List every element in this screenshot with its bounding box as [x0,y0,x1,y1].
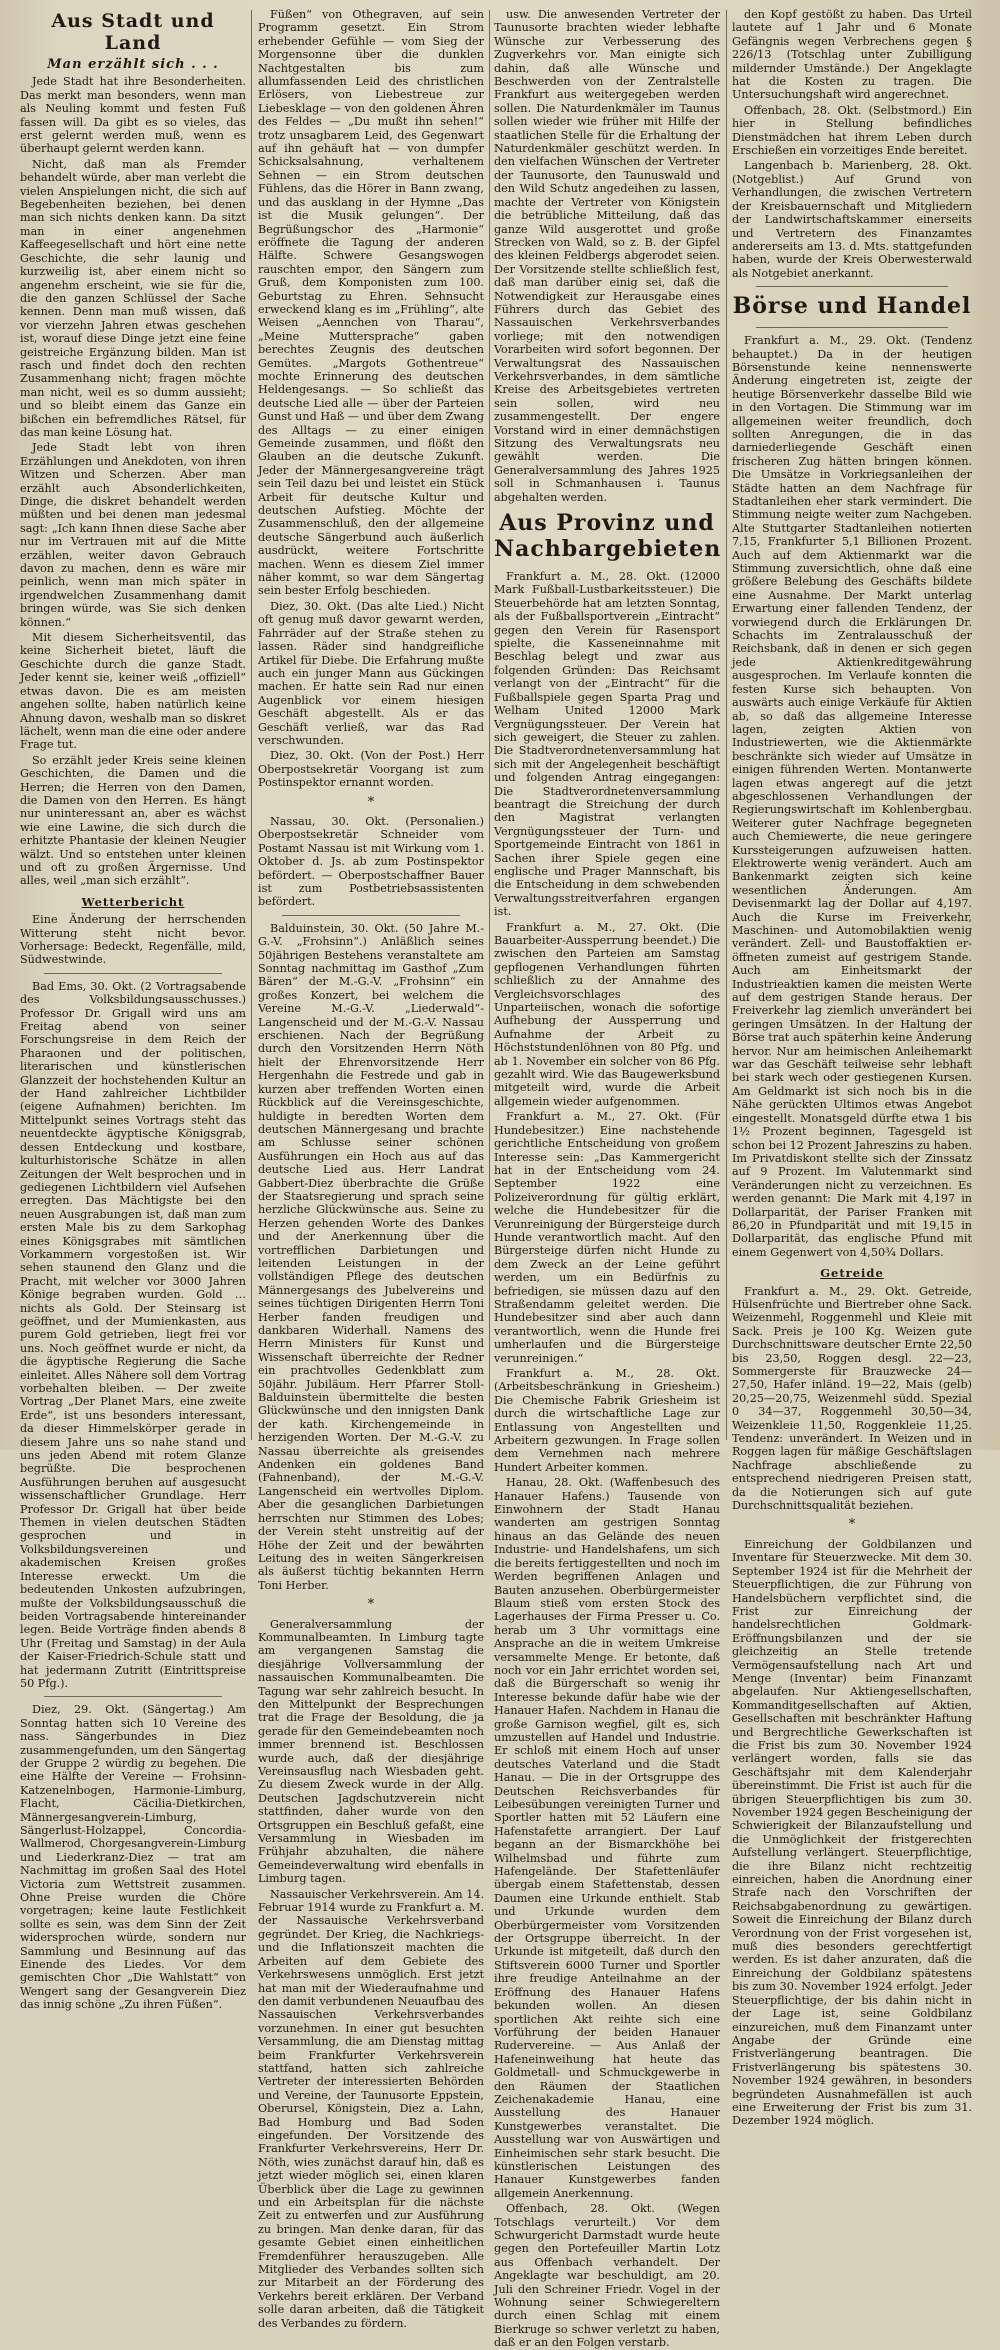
news-item: Offenbach, 28. Okt. (Wegen Totschlags verurteilt.) Vor dem Schwurgericht Darmstadt wurde heute gegen den Portefeuiller Martin Lotz aus Offenbach verhandelt. Der Angeklagte war beschuldigt, am 20. Juli den Schreiner Friedr. Vogel in der Wohnung seiner Schwiegereltern durch einen Schlag mit einem Bierkruge so schwer verletzt zu haben, daß er an den Folgen verstarb. [494,2202,720,2350]
news-item: Nassau, 30. Okt. (Personalien.) Oberpostsekretär Schneider vom Postamt Nassau ist mit Wirkung vom 1. Oktober d. Js. ab zum Postinspektor befördert. — Oberpostschaffner Bauer ist zum Postbetriebsassistenten befördert. [258,814,484,909]
news-item: Offenbach, 28. Okt. (Selbstmord.) Ein hier in Stellung befindliches Dienstmädchen hat ihrem Leben durch Erschießen ein vorzeitiges Ende bereitet. [732,103,972,158]
divider [282,915,460,916]
news-item: Frankfurt a. M., 29. Okt. Getreide, Hülsenfrüchte und Biertreber ohne Sack. Weizenmehl, Roggenmehl und Kleie mit Sack. Preis je 100 Kg. Weizen gute Durchschnittsware deutscher Ernte 22,50 bis 23,50, Roggen desgl. 22—23, Sommergerste für Brauzwecke 24—27,50, Hafer inländ. 19—22, Mais (gelb) 20,25—20,75, Weizenmehl südd. Spezial 0 34—37, Roggenmehl 30,50—34, Weizenkleie 11,50, Roggenkleie 11,25. Tendenz: unverändert. In Weizen und in Roggen lagen für mäßige Geschäftslagen Nachfrage abschließende zu entsprechend niedrigeren Preisen statt, da die Notierungen sich auf gute Durchschnittsqualität beziehen. [732,1284,972,1513]
news-item: Füßen“ von Othegraven, auf sein Programm gesetzt. Ein Strom erhebender Gefühle — vom Sieg der Morgensonne über die dunklen Nachtgestalten bis zum allumfassenden Leid des christlichen Erlösers, von Liebestreue zur Liebesklage — von den goldenen Ähren des Feldes — „Du mußt ihn sehen!“ trotz unsagbarem Leid, des Gegenwart auf ihn gehäuft hat — von dumpfer Schicksalsahnung, verhaltenem Sehnen — ein Strom deutschen Fühlens, das die Hörer in Bann zwang, und das ausklang in der Hymne „Das ist die Musik gelungen“. Der Begrüßungschor des „Harmonie“ eröffnete die Tagung der anderen Hälfte. Schwere Gesangswogen rauschten empor, den Sängern zum Gruß, dem Komponisten zum 100. Geburtstag zu Ehren. Sehnsucht erweckend klang es im „Frühling“, alte Weisen „Aennchen von Tharau“, „Meine Muttersprache“ gaben berechtes Zeugnis des deutschen Gemütes. „Margots Gothentreue“ mochte Erinnerung des deutschen Heldengesangs. — So schließt das deutsche Lied alle — über der Parteien Gunst und Haß — und über dem Zwang des Alltags — zu einer einigen Gemeinde zusammen, und flößt den Glauben an die deutsche Zukunft. Jeder der Männergesangvereine trägt sein Teil dazu bei und leistet ein Stück Arbeit für deutsche Kultur und deutschen Aufstieg. Möchte der Zusammenschluß, den der allgemeine deutsche Sängerbund auch äußerlich ausdrückt, weitere Fortschritte machen. Wenn es diesem Ziel immer näher kommt, so war dem Sängertag sein bester Erfolg beschieden. [258,8,484,598]
column-rule [489,10,490,1440]
news-item: usw. Die anwesenden Vertreter der Taunusorte brachten wieder lebhafte Wünsche zur Verbesserung des Zugverkehrs vor. Man einigte sich dahin, daß alle Wünsche und Beschwerden von der Zentralstelle Frankfurt aus weitergegeben werden sollen. Die Naturdenkmäler im Taunus sollen wieder wie früher mit Hilfe der staatlichen Stelle für die Erhaltung der Naturdenkmäler geschützt werden. In den vielfachen Wünschen der Vertreter der Taunusorte, den Taunuswald und den Wild Schutz angedeihen zu lassen, machte der Vertreter von Königstein die betrübliche Mitteilung, daß das ganze Wild ausgerottet und große Strecken von Wald, so z. B. der Gipfel des kleinen Feldbergs abgerodet seien. Der Vorsitzende stellte schließlich fest, daß man darüber einig sei, daß die Notwendigkeit zur Herausgabe eines Führers durch das Gebiet des Nassauischen Verkehrsverbandes vorliege; mit den notwendigen Vorarbeiten wird sofort begonnen. Der Verwaltungsrat des Nassauischen Verkehrsverbandes, in dem sämtliche Kreise des Arbeitsgebietes vertreten sein sollen, wird neu zusammengestellt. Der engere Vorstand wird in einer demnächstigen Sitzung des Verwaltungsrats neu gewählt werden. Die Generalversammlung des Jahres 1925 soll in Schmanhausen i. Taunus abgehalten werden. [494,8,720,504]
article-paragraph: Mit diesem Sicherheitsventil, das keine Sicherheit bietet, läuft die Geschichte durch die ganze Stadt. Jeder kennt sie, keiner weiß „offiziell“ etwas davon. Die es am meisten angehen sollte, haben natürlich keine Ahnung davon, weshalb man so diskret lächelt, wenn man die eine oder andere Frage tut. [20,631,246,752]
article-paragraph: Nicht, daß man als Fremder behandelt würde, aber man verlebt die vielen Anspielungen nicht, die sich auf Begebenheiten beziehen, bei denen man sich nichts denken kann. Da sitzt man in einer angenehmen Kaffeegesellschaft und hört eine nette Geschichte, die sehr launig und kurzweilig ist, aber einem nicht so angenehm erscheint, wie sie für die, die den ganzen Schlüssel der Sache kennen. Denn man muß wissen, daß vor vierzehn Jahren etwas geschehen ist, worauf diese Dinge jetzt eine feine geistreiche Ergänzung bilden. Man ist rasch und findet doch den rechten Zusammenhang nicht; fragen möchte man nicht, weil es so dumm aussieht; und so bleibt einem das Ganze ein bißchen ein befremdliches Rätsel, für das man keine Lösung hat. [20,157,246,439]
column-2 [258,8,484,2330]
divider [756,327,948,328]
column-1 [20,8,246,2012]
section-title-boerse: Börse und Handel [732,293,972,320]
news-item: Generalversammlung der Kommunalbeamten. In Limburg tagte am vergangenen Samstag die diesjährige Vollversammlung der nassauischen Kommunalbeamten. Die Tagung war sehr zahlreich besucht. In den Mittelpunkt der Besprechungen trat die Frage der Besoldung, die ja gerade für den Gemeindebeamten noch immer brennend ist. Beschlossen wurde auch, daß der diesjährige Vereinsausflug nach Wiesbaden geht. Zu diesem Zweck wurde in der Allg. Deutschen Jagdschutzverein nicht stattfinden, daher wurde von den Ortsgruppen ein Beschluß gefaßt, eine Versammlung in Wiesbaden im Frühjahr abzuhalten, die nähere Gemeindeverwaltung wird ebenfalls in Limburg tagen. [258,1617,484,1886]
news-item: Frankfurt a. M., 28. Okt. (Arbeitsbeschränkung in Griesheim.) Die Chemische Fabrik Griesheim ist durch die wirtschaftliche Lage zur Entlassung von Angestellten und Arbeitern gezwungen. In Frage sollen dem Vernehmen nach mehrere Hundert Arbeiter kommen. [494,1367,720,1474]
news-item: Frankfurt a. M., 28. Okt. (12000 Mark Fußball-Lustbarkeitssteuer.) Die Steuerbehörde hat am letzten Sonntag, als der Fußballsportverein „Eintracht“ gegen den Verein für Rasensport spielte, die Kasseneinnahme mit Beschlag belegt und zwar aus folgenden Gründen: Das Reichsamt verlangt von der „Eintracht“ für die Fußballspiele gegen Sparta Prag und Welham United 12000 Mark Vergnügungssteuer. Der Verein hat sich geweigert, die Steuer zu zahlen. Die Stadtverordnetenversammlung hat sich mit der Angelegenheit beschäftigt und folgenden Antrag eingegangen: Die Stadtverordnetenversammlung beantragt die Streichung der durch den Magistrat verlangten Vergnügungssteuer der Turn- und Sportgemeinde Eintracht von 1861 in Sachen ihrer Spiele gegen eine englische und Prager Mannschaft, bis die Entscheidung in dem schwebenden Verwaltungsstreitverfahren ergangen ist. [494,570,720,919]
article-paragraph: So erzählt jeder Kreis seine kleinen Geschichten, die Damen und die Herren; die Herren von den Damen, die Damen von den Herren. Es hängt nur uninteressant an, aber es wächst wie eine Lawine, die sich durch die erhitzte Phantasie der kleinen Neugier wälzt. Und so entstehen unter kleinen und oft zu großen Ärgernisse. Und alles, weil „man sich erzählt“. [20,753,246,888]
news-item: Hanau, 28. Okt. (Waffenbesuch des Hanauer Hafens.) Tausende von Einwohnern der Stadt Hanau wanderten am gestrigen Sonntag hinaus an das Gelände des neuen Industrie- und Handelshafens, um sich die bereits fertiggestellten und noch im Werden begriffenen Anlagen und Bauten anzusehen. Oberbürgermeister Blaum stieß vom ersten Stock des Lagerhauses der Firma Presser u. Co. herab um 3 Uhr vormittags eine Ansprache an die in weitem Umkreise versammelte Menge. Er betonte, daß noch vor ein Jahr errichtet worden sei, daß die Bürgerschaft so wenig ihr Interesse bekunde dafür habe wie der Hanauer Hafen. Nachdem in Hanau die große Garnison wegfiel, gilt es, sich umzustellen auf Handel und Industrie. Er schloß mit einem Hoch auf unser deutsches Vaterland und die Stadt Hanau. — Die in der Ortsgruppe des Deutschen Reichsverbandes für Leibesübungen vereinigten Turner und Sportler hatten mit 52 Läufern eine Hafenstafette arrangiert. Der Lauf begann an der Bismarckhöhe bei Wilhelmsbad und führte zum Hafengelände. Der Stafettenläufer übergab einem Stafettenstab, dessen Daumen eine Urkunde enthielt. Stab und Urkunde wurden dem Oberbürgermeister vom Vorsitzenden der Ortsgruppe überreicht. In der Urkunde ist mitgeteilt, daß durch den Stiftsverein 6000 Turner und Sportler ihre freudige Anteilnahme an der Eröffnung des Hanauer Hafens bekunden wollen. An diesen sportlichen Akt reihte sich eine Vorführung der beiden Hanauer Rudervereine. — Aus Anlaß der Hafeneinweihung hat heute das Goldmetall- und Schmuckgewerbe in den Räumen der Staatlichen Zeichenakademie Hanau, eine Ausstellung des Hanauer Kunstgewerbes veranstaltet. Die Ausstellung war von Auswärtigen und Einheimischen sehr stark besucht. Die künstlerischen Leistungen des Hanauer Kunstgewerbes fanden allgemein Anerkennung. [494,1476,720,2200]
news-item: Einreichung der Goldbilanzen und Inventare für Steuerzwecke. Mit dem 30. September 1924 ist für die Mehrheit der Steuerpflichtigen, die zur Führung von Handelsbüchern verpflichtet sind, die Frist zur Einreichung der handelsrechtlichen Goldmark-Eröffnungsbilanzen und der sie gleichzeitig an Stelle tretende Vermögensaufstellung nach Art und Menge (Inventar) beim Finanzamt abgelaufen. Nur Aktiengesellschaften, Kommanditgesellschaften auf Aktien, Gesellschaften mit beschränkter Haftung und Bergrechtliche Gewerkschaften ist die Frist bis zum 30. November 1924 verlängert worden, falls sie das Geschäftsjahr mit dem Kalenderjahr übereinstimmt. Die Frist ist auch für die übrigen Steuerpflichtigen bis zum 30. November 1924 gegen Bescheinigung der Schwierigkeit der Bilanzaufstellung und die Unmöglichkeit der fristgerechten Aufstellung verlängert. Steuerpflichtige, die ihre Bilanz nicht rechtzeitig einreichen, haben die Anordnung einer Strafe nach den Vorschriften der Reichsabgabenordnung zu gewärtigen. Soweit die Einreichung der Bilanz durch Verordnung von der Frist vorgesehen ist, muß dies besonders gerechtfertigt werden. Es ist daher anzuraten, daß die Einreichung der Goldbilanz spätestens bis zum 30. November 1924 erfolgt. Jeder Steuerpflichtige, der bis dahin nicht in der Lage ist, seine Goldbilanz einzureichen, muß dem Finanzamt unter Angabe der Gründe eine Fristverlängerung beantragen. Die Fristverlängerung bis spätestens 30. November 1924 gewähren, in besonders begründeten Ausnahmefällen ist auch eine Erweiterung der Frist bis zum 31. Dezember 1924 möglich. [732,1537,972,2128]
column-rule [251,10,252,1440]
news-item: Langenbach b. Marienberg, 28. Okt. (Notgeblist.) Auf Grund von Verhandlungen, die zwischen Vertretern der Kreisbauernschaft und Mitgliedern der Landwirtschaftskammer einerseits und Vertretern des Finanzamtes andererseits am 13. d. Mts. stattgefunden haben, wurde der Kreis Oberwesterwald als Notgebiet anerkannt. [732,159,972,280]
column-4 [732,8,972,2128]
news-item: Frankfurt a. M., 27. Okt. (Die Bauarbeiter-Aussperrung beendet.) Die zwischen den Parteien am Samstag gepflogenen Verhandlungen führten schließlich zu der Annahme des Vergleichsvorschlages des Unparteiischen, wonach die sofortige Aufhebung der Aussperrung und Aufnahme der Arbeit zu Höchststundenlöhnen von 80 Pfg. und ab 1. November ein solcher von 86 Pfg. gezahlt wird. Wie das Baugewerksbund mitgeteilt wird, wurde die Arbeit allgemein wieder aufgenommen. [494,920,720,1108]
divider [756,286,948,287]
star-separator: * [367,794,375,810]
news-item: Frankfurt a. M., 29. Okt. (Tendenz behauptet.) Da in der heutigen Börsenstunde keine nennenswerte Änderung eingetreten ist, zeigte der heutige Börsenverkehr dasselbe Bild wie in den Vortagen. Die Stimmung war im allgemeinen weiter freundlich, doch sollten Anregungen, die in das darniederliegende Geschäft einen frischeren Zug hätten bringen können. Die Umsätze in Vorkriegsanleihen der Städte hatten an dem Nachfrage für Stadtanleihen eher stark vermindert. Die Stimmung neigte weiter zum Nachgeben. Alte Stuttgarter Stadtanleihen notierten 7,15, Frankfurter 5,1 Billionen Prozent. Auch auf dem Aktienmarkt war die Stimmung zuversichtlich, ohne daß eine größere Belebung des Geschäfts bildete eine Ausnahme. Der Markt unterlag Erwartung einer fallenden Tendenz, der vorwiegend durch die Erklärungen Dr. Schachts im Zentralausschuß der Reichsbank, daß in denen er sich gegen jede Aktienkreditgewährung ausgesprochen. Im Verlaufe konnten die festen Kurse sich behaupten. Von auswärts auch einige Verkäufe für Aktien ab, so daß das allgemeine Interesse lagen, zeigten Aktien von Industriewerten, wie die Aktienmärkte beschränkte sich wieder auf Umsätze in einigen führenden Werten. Montanwerte lagen etwas angeregt auf die jetzt abgeschlossenen Verhandlungen der Regierungswirtschaft im Kohlenbergbau. Weiterer guter Nachfrage begegneten auch Chemiewerte, die neue geringere Kurssteigerungen aufzuweisen hatten. Elektrowerte wenig verändert. Auch am Bankenmarkt zeigten sich keine wesentlichen Änderungen. Am Devisenmarkt lag der Dollar auf 4,197. Auch die Kurse im Freiverkehr, Maschinen- und Automobilaktien wenig verändert. Zell- und Baustoffaktien er-öffneten zumeist auf gestrigem Stande. Auch am Einheitsmarkt der Industrieaktien kamen die meisten Werte auf dem gestrigen Stande heraus. Der Freiverkehr lag ziemlich unverändert bei geringen Umsätzen. In der Haltung der Börse trat auch späterhin keine Änderung hervor. Nur am heimischen Anleihemarkt war das Geschäft teilweise sehr lebhaft bei stark wech oder gestiegenen Kursen. Am Geldmarkt ist sich noch bis in die Nähe gerückten Ultimos etwas Angebot eingestellt. Monatsgeld dürfte etwa 1 bis 1½ Prozent beginnen, Tagesgeld ist schon bei 12 Prozent Jahreszins zu haben. Im Privatdiskont stellte sich der Zinssatz auf 9 Prozent. Im Valutenmarkt sind Veränderungen nicht zu verzeichnen. Es werden genannt: Die Mark mit 4,197 in Dollarparität, der Pariser Franken mit 86,20 in Pfundparität und mit 19,15 in Dollarparität, das englische Pfund mit einem Gegenwert von 4,50¾ Dollars. [732,334,972,1259]
news-item: Diez, 30. Okt. (Von der Post.) Herr Oberpostsekretär Voorgang ist zum Postinspektor ernannt worden. [258,749,484,790]
article-paragraph: Jede Stadt lebt von ihren Erzählungen und Anekdoten, von ihren Witzen und Scherzen. Aber man erzählt auch Absonderlichkeiten, Dinge, die diskret behandelt werden müßten und bei denen man jedesmal sagt: „Ich kann Ihnen diese Sache aber nur im Vertrauen mit auf die Mitte erzählen, weiter davon Gebrauch davon zu machen, denn es wäre mir peinlich, wenn man mich später in irgendwelchen Zusammenhang damit bringen würde, was Sie sich denken können.“ [20,441,246,629]
star-separator: * [367,1597,375,1613]
column-3 [494,8,722,2350]
news-item: Diez, 30. Okt. (Das alte Lied.) Nicht oft genug muß davor gewarnt werden, Fahrräder auf der Straße stehen zu lassen. Räder sind handgreifliche Artikel für Diebe. Die Erfahrung mußte auch ein junger Mann aus Gückingen machen. Er hatte sein Rad nur einen Augenblick vor einem hiesigen Geschäft abgestellt. Als er das Geschäft verließ, war das Rad verschwunden. [258,599,484,747]
column-rule [726,10,727,1440]
news-item: den Kopf gestößt zu haben. Das Urteil lautete auf 1 Jahr und 6 Monate Gefängnis wegen Verbrechens gegen § 226/13 (Totschlag unter Zubilligung mildernder Umstände.) Der Angeklagte hat die Kosten zu tragen. Die Untersuchungshaft wird angerechnet. [732,8,972,102]
news-item: Frankfurt a. M., 27. Okt. (Für Hundebesitzer.) Eine nachstehende gerichtliche Entscheidung von großem Interesse sein: „Das Kammergericht hat in der Entscheidung vom 24. September 1922 eine Polizeiverordnung für gültig erklärt, welche die Hundebesitzer für die Verunreinigung der Bürgersteige durch Hunde verantwortlich macht. Auf den Bürgersteige dürfen nicht Hunde zu dem Zweck an der Leine geführt werden, um ein Bedürfnis zu befriedigen, sie müssen dazu auf den Straßendamm geleitet werden. Die Hundebesitzer sind aber auch dann verantwortlich, wenn die Hunde frei umherlaufen und die Bürgersteige verunreinigen.“ [494,1110,720,1365]
grain-heading: Getreide [820,1266,884,1281]
weather-report: Eine Änderung der herrschenden Witterung steht nicht bevor. Vorhersage: Bedeckt, Regenfälle, mild, Südwestwinde. [20,913,246,967]
divider [44,1696,222,1697]
news-item: Balduinstein, 30. Okt. (50 Jahre M.-G.-V. „Frohsinn“.) Anläßlich seines 50jährigen Bestehens veranstaltete am Sonntag nachmittag im Gasthof „Zum Bären“ der M.-G.-V. „Frohsinn“ ein großes Konzert, bei welchem die Vereine M.-G.-V. „Liederwald“-Langenscheid und der M.-G.-V. Nassau erschienen. Nach der Begrüßung durch den Vorsitzenden Herrn Nöth hielt der Ehrenvorsitzende Herr Hergenhahn die Festrede und gab in kurzen aber treffenden Worten einen Rückblick auf die Vereinsgeschichte, huldigte in beredten Worten dem deutschen Männergesang und brachte am Schlusse seiner schönen Ausführungen ein Hoch aus auf das deutsche Lied aus. Herr Landrat Gabbert-Diez überbrachte die Grüße der Staatsregierung und sprach seine herzliche Glückwünsche aus. Seine zu Herzen gehenden Worte des Dankes und der Anerkennung über die vortrefflichen Darbietungen und leitenden Leistungen in der vollständigen Pflege des deutschen Männergesangs des Jubelvereins und seines tüchtigen Dirigenten Herrn Toni Herber fanden freudigen und dankbaren Widerhall. Namens des Herrn Ministers für Kunst und Wissenschaft überreichte der Redner ein prachtvolles Gedenkblatt zum 50jähr. Jubiläum. Herr Pfarrer Stoll-Balduinstein übermittelte die besten Glückwünsche und den innigsten Dank der kath. Kirchengemeinde in herzigenden Worten. Der M.-G.-V. zu Nassau überreichte als greisendes Andenken ein goldenes Band (Fahnenband), der M.-G.-V. Langenscheid ein wertvolles Diplom. Aber die gesanglichen Darbietungen herrschten nur Stimmen des Lobes; der Verein steht unstreitig auf der Höhe der Zeit und der bewährten Leitung des in weiten Sängerkreisen als äußerst tüchtig bekannten Herrn Toni Herber. [258,921,484,1592]
section-title-provinz: Aus Provinz und Nachbargebieten [494,510,722,563]
news-item: Diez, 29. Okt. (Sängertag.) Am Sonntag hatten sich 10 Vereine des nass. Sängerbundes in Diez zusammengefunden, um den Sängertag der Gruppe 2 würdig zu begehen. Die eine Hälfte der Vereine — Frohsinn-Katzenelnbogen, Harmonie-Limburg, Flacht, Cäcilia-Dietkirchen, Männergesangverein-Limburg, Sängerlust-Holzappel, Concordia-Wallmerod, Chorgesangverein-Limburg und Liederkranz-Diez — trat am Nachmittag im großen Saal des Hotel Victoria zum Wettstreit zusammen. Ohne Preise wurden die Chöre vorgetragen; keine laute Festlichkeit sollte es sein, was dem Sinn der Zeit widersprochen würde, sondern nur Sammlung und Besinnung auf das Einende des Liedes. Vor dem gemischten Chor „Die Wahlstatt“ von Wengert sang der Gesangverein Diez das innig schöne „Zu ihren Füßen“. [20,1703,246,2012]
article-paragraph: Jede Stadt hat ihre Besonderheiten. Das merkt man besonders, wenn man als Neuling kommt und festen Fuß fassen will. Da gibt es so vieles, das erst gelernt werden muß, wenn es überhaupt gelernt werden kann. [20,75,246,156]
weather-heading: Wetterbericht [81,894,185,909]
article-kicker: Man erzählt sich . . . [47,57,219,72]
star-separator: * [848,1517,856,1533]
divider [44,973,222,974]
news-item: Bad Ems, 30. Okt. (2 Vortragsabende des Volksbildungsausschusses.) Professor Dr. Grigall wird uns am Freitag abend von seiner Forschungsreise in dem Reich der Pharaonen und der politischen, literarischen und künstlerischen Glanzzeit der hochstehenden Kultur an der Hand zahlreicher Lichtbilder (eigene Aufnahmen) berichten. Im Mittelpunkt seines Vortrags steht das neuentdeckte ägyptische Königsgrab, dessen Entdeckung und kostbare, kulturhistorische Schätze in allen Zeitungen der Welt besprochen und in gediegenen Lichtbildern viel Aufsehen erregten. Das Mächtigste bei den neuen Ausgrabungen ist, daß man zum ersten Male bis zu dem Sarkophag eines Königsgrabes mit sämtlichen Vorkammern vorgestoßen ist. Wir sehen staunend den Glanz und die Pracht, mit welcher vor 3000 Jahren Könige begraben wurden. Gold … nichts als Gold. Der Steinsarg ist geöffnet, und der Mumienkasten, aus purem Gold getrieben, liegt frei vor uns. Noch geöffnet wurde er nicht, da die ägyptische Regierung die Sache einleitet. Alles Nähere soll dem Vortrag vorbehalten bleiben. — Der zweite Vortrag „Der Planet Mars, eine zweite Erde“, ist uns besonders interessant, da dieser Himmelskörper gerade in diesem Jahre uns so nahe stand und uns jeden Abend mit rotem Glanze begrüßte. Die besprochenen Ausführungen beruhen auf ausgesucht wissenschaftlicher Grundlage. Herr Professor Dr. Grigall hat über beide Themen in vielen deutschen Städten gesprochen und in Volksbildungsvereinen und akademischen Kreisen großes Interesse erweckt. Um die bedeutenden Unkosten aufzubringen, mußte der Volksbildungsausschuß die beiden Vortragsabende hintereinander legen. Beide Vorträge finden abends 8 Uhr (Freitag und Samstag) in der Aula der Kaiser-Friedrich-Schule statt und hat jedermann Zutritt (Eintrittspreise 50 Pfg.). [20,979,246,1690]
section-title-stadt-und-land: Aus Stadt und Land [51,10,215,54]
news-item: Nassauischer Verkehrsverein. Am 14. Februar 1914 wurde zu Frankfurt a. M. der Nassauische Verkehrsverband gegründet. Der Krieg, die Nachkriegs- und die Inflationszeit machten die Arbeiten auf dem Gebiete des Verkehrswesens unmöglich. Erst jetzt hat man mit der Wiederaufnahme und den damit verbundenen Neuaufbau des Nassauischen Verkehrsverbandes vorzunehmen. In einer gut besuchten Versammlung, die am Dienstag mittag beim Frankfurter Verkehrsverein stattfand, hatten sich zahlreiche Vertreter der interessierten Behörden und Vereine, der Taunusorte Eppstein, Oberursel, Königstein, Diez a. Lahn, Bad Homburg und Bad Soden eingefunden. Der Vorsitzende des Frankfurter Verkehrsvereins, Herr Dr. Nöth, wies zunächst darauf hin, daß es jetzt wieder möglich sei, einen klaren Überblick über die Lage zu gewinnen und ein Arbeitsplan für die nächste Zeit zu entwerfen und zur Ausführung zu bringen. Man denke daran, für das gesamte Gebiet einen einheitlichen Fremdenführer herauszugeben. Alle Mitglieder des Verbandes sollten sich zur Mitarbeit an der Förderung des Verkehrs bereit erklären. Der Verband solle daran arbeiten, daß die Tätigkeit des Verbandes zu fördern. [258,1887,484,2330]
